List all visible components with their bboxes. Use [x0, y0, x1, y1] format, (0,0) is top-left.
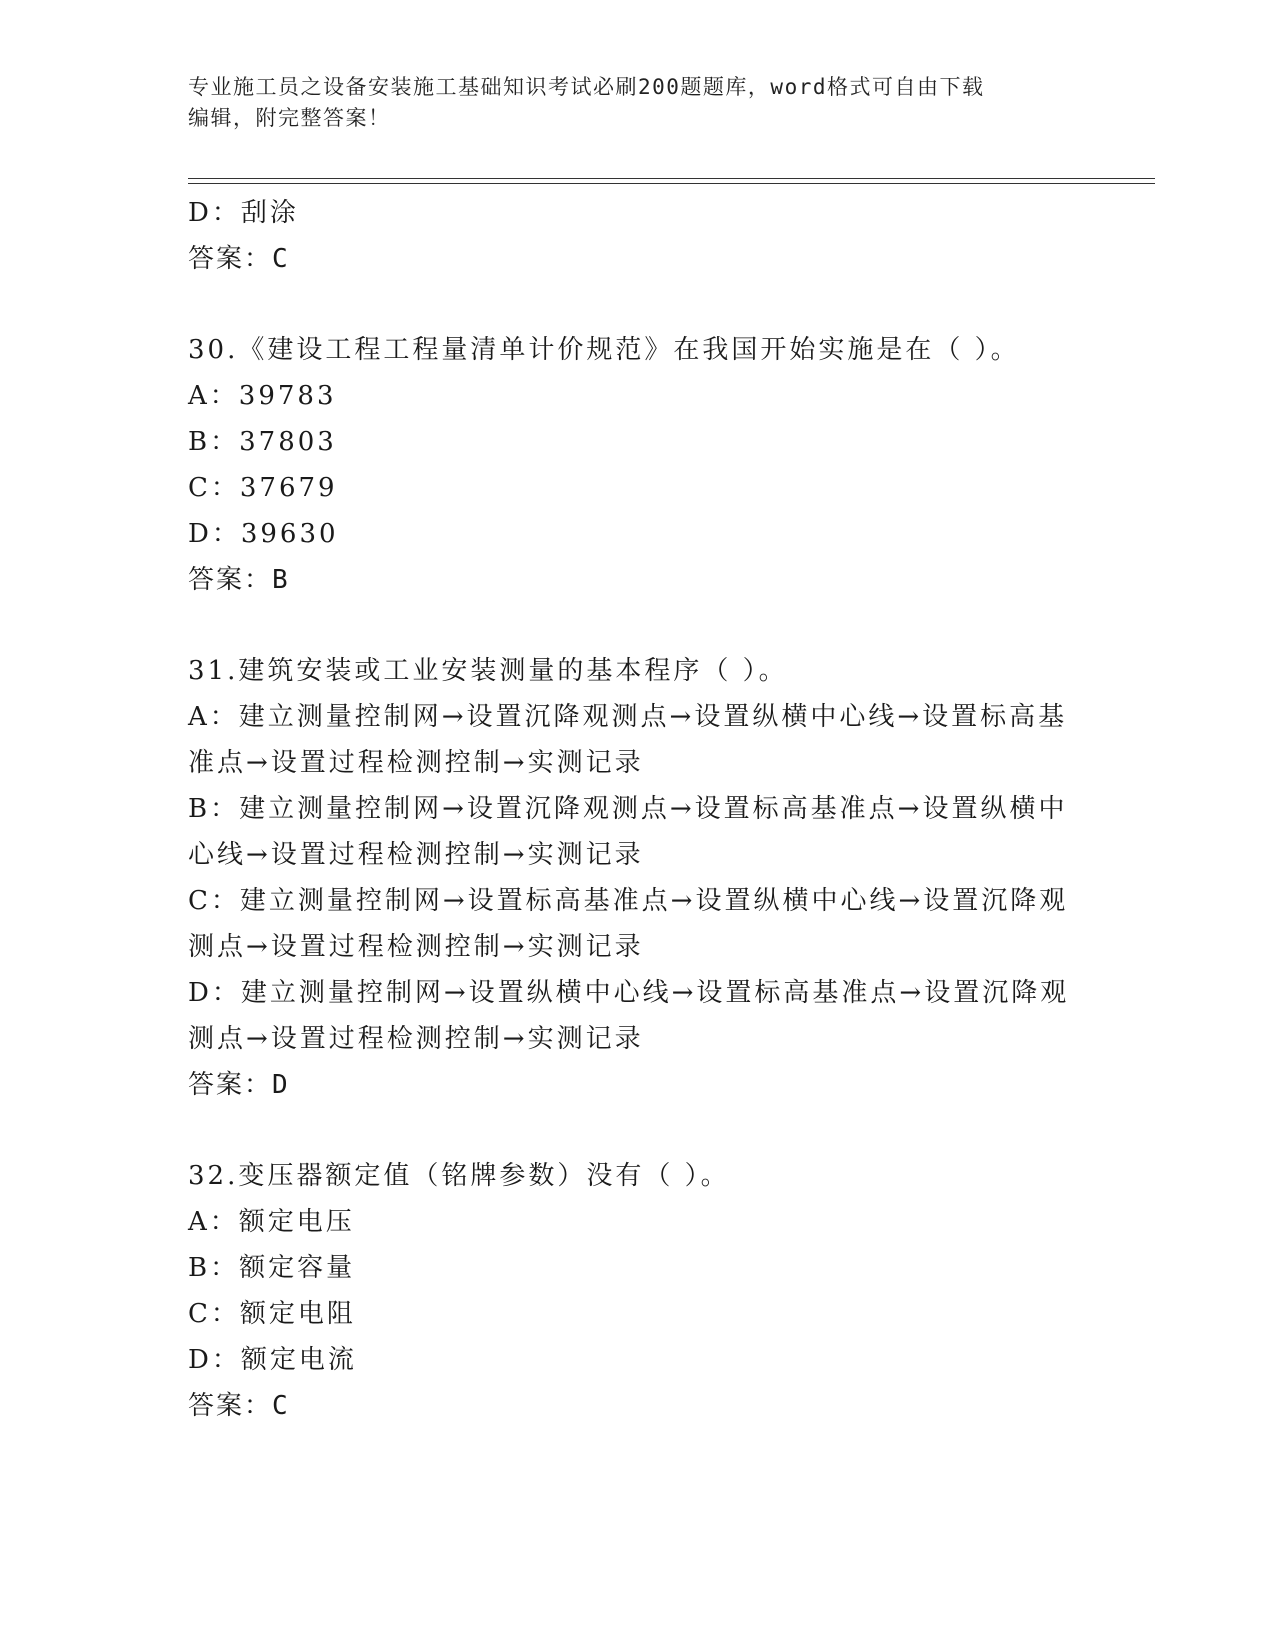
option-d: D：39630: [188, 519, 339, 549]
option-c-line-1: C：建立测量控制网→设置标高基准点→设置纵横中心线→设置沉降观: [188, 886, 1069, 916]
option-c-line-2: 测点→设置过程检测控制→实测记录: [188, 932, 644, 962]
option-a-line-2: 准点→设置过程检测控制→实测记录: [188, 748, 644, 778]
option-c: C：额定电阻: [188, 1299, 356, 1329]
option-d: [188, 970, 1088, 1062]
question-32: [188, 1153, 1088, 1429]
option-b: B：额定容量: [188, 1253, 356, 1283]
previous-question-tail: [188, 190, 1088, 282]
question-stem: 32.变压器额定值（铭牌参数）没有（ ）。: [188, 1161, 730, 1191]
header-divider-bottom: [188, 183, 1155, 184]
spacer: [188, 603, 1088, 648]
option-b: B：37803: [188, 427, 337, 457]
option-a-line-1: A：建立测量控制网→设置沉降观测点→设置纵横中心线→设置标高基: [188, 702, 1068, 732]
question-content: [188, 190, 1088, 1429]
question-30: [188, 327, 1088, 603]
header-title-line-2: 编辑，附完整答案！: [188, 106, 391, 130]
header-title-line-1: 专业施工员之设备安装施工基础知识考试必刷200题题库，word格式可自由下载: [188, 75, 985, 99]
option-d: D：额定电流: [188, 1345, 357, 1375]
option-b-line-1: B：建立测量控制网→设置沉降观测点→设置标高基准点→设置纵横中: [188, 794, 1068, 824]
option-d-line-1: D：建立测量控制网→设置纵横中心线→设置标高基准点→设置沉降观: [188, 978, 1070, 1008]
option-d-line-2: 测点→设置过程检测控制→实测记录: [188, 1024, 644, 1054]
option-a: [188, 694, 1088, 786]
document-header: [188, 72, 1088, 134]
question-31: [188, 648, 1088, 1108]
question-stem: 30.《建设工程工程量清单计价规范》在我国开始实施是在（ ）。: [188, 335, 1020, 365]
spacer: [188, 282, 1088, 327]
answer-line: 答案：C: [188, 244, 290, 274]
option-b-line-2: 心线→设置过程检测控制→实测记录: [188, 840, 644, 870]
answer-line: 答案：D: [188, 1070, 290, 1100]
option-c: C：37679: [188, 473, 338, 503]
question-stem: 31.建筑安装或工业安装测量的基本程序（ ）。: [188, 656, 788, 686]
answer-line: 答案：B: [188, 565, 290, 595]
answer-line: 答案：C: [188, 1391, 290, 1421]
option-b: [188, 786, 1088, 878]
option-a: A：额定电压: [188, 1207, 355, 1237]
header-divider-top: [188, 178, 1155, 179]
spacer: [188, 1108, 1088, 1153]
option-a: A：39783: [188, 381, 337, 411]
option-c: [188, 878, 1088, 970]
option-d: D：刮涂: [188, 198, 299, 228]
